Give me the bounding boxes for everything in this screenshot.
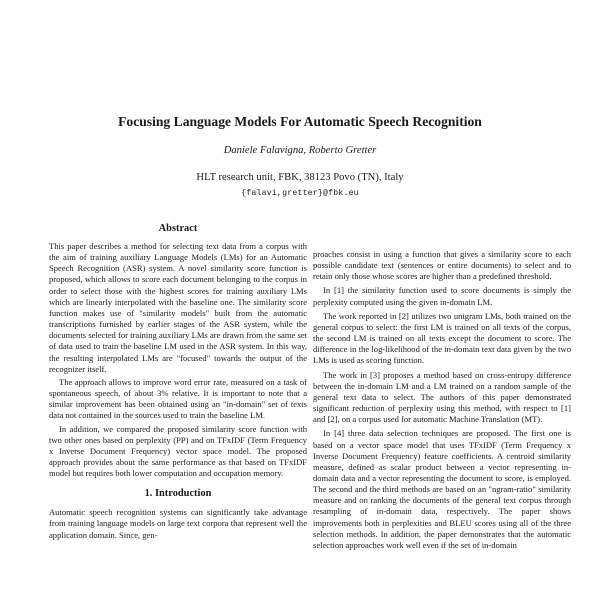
introduction-heading: 1. Introduction	[144, 488, 212, 500]
body-paragraph: The work in [3] proposes a method based on cross-entropy difference between the in-domain LM and a LM trained on a random sample of the general text data to select. The authors of this paper demonstrated significant reduction of perplexity using this method, with respect to [1] and [2], on a corpus used for automatic Machine Translation (MT).	[313, 369, 571, 425]
abstract-heading: Abstract	[158, 223, 198, 234]
body-paragraph: The work reported in [2] utilizes two unigram LMs, both trained on the general corpus to select: the first LM is trained on all texts of the corpus, the second LM is trained on all texts except the document to score. The difference in the log-likelihood of the in-domain text data given by the two LMs is used as scoring function.	[313, 310, 571, 366]
left-column	[49, 222, 307, 541]
paper-authors: Daniele Falavigna, Roberto Gretter	[223, 145, 377, 156]
body-paragraph: In [1] the similarity function used to score documents is simply the perplexity computed using the given in-domain LM.	[313, 285, 571, 307]
body-paragraph: proaches consist in using a function that gives a similarity score to each possible candidate text (sentences or entire documents) to select and to retain only those whose scores are higher than a predefined threshold.	[313, 249, 571, 282]
body-paragraph: In [4] three data selection techniques are proposed. The first one is based on a vector space model that uses TFxIDF (Term Frequency x Inverse Document Frequency) feature coefficients. A centroid similarity measure, defined as scalar product between a vector representing in-domain data and a vector representing the document to score, is employed. The second and the third methods are based on an "ngram-ratio" similarity measure and on ranking the documents of the general text corpus through resampling of in-domain data, respectively. The paper shows improvements both in perplexities and BLEU scores using all of the three selection methods. In addition, the paper demonstrates that the automatic selection approaches work well even if the set of in-domain	[313, 428, 571, 550]
abstract-paragraph: The approach allows to improve word error rate, measured on a task of spontaneous speech, of about 3% relative. It is important to note that a similar improvement has been obtained using an "in-domain" set of texts data not contained in the sources used to train the baseline LM.	[49, 376, 307, 421]
paper-affiliation: HLT research unit, FBK, 38123 Povo (TN), Italy	[196, 172, 404, 183]
abstract-paragraph: This paper describes a method for selecting text data from a corpus with the aim of training auxiliary Language Models (LMs) for an Automatic Speech Recognition (ASR) system. A novel similarity score function is proposed, which allows to score each document belonging to the corpus in order to select those with the highest scores for training auxiliary LMs which are linearly interpolated with the baseline one. The similarity score function makes use of "similarity models" built from the automatic transcriptions furnished by earlier stages of the ASR system, while the documents selected for training auxiliary LMs are drawn from the same set of data used to train the baseline LM used in the ASR system. In this way, the resulting interpolated LMs are "focused" towards the output of the recognizer itself.	[49, 241, 307, 374]
introduction-paragraph: Automatic speech recognition systems can significantly take advantage from training language models on large text corpora that represent well the application domain. Since, gen-	[49, 507, 307, 540]
right-column	[313, 249, 571, 551]
paper-email: {falavi,gretter}@fbk.eu	[241, 189, 359, 198]
abstract-paragraph: In addition, we compared the proposed similarity score function with two other ones based on perplexity (PP) and on TFxIDF (Term Frequency x Inverse Document Frequency) vector space model. The proposed approach provides about the same performance as that based on TFxIDF model but requires both lower computation and occupation memory.	[49, 423, 307, 479]
paper-title: Focusing Language Models For Automatic Speech Recognition	[118, 114, 482, 129]
